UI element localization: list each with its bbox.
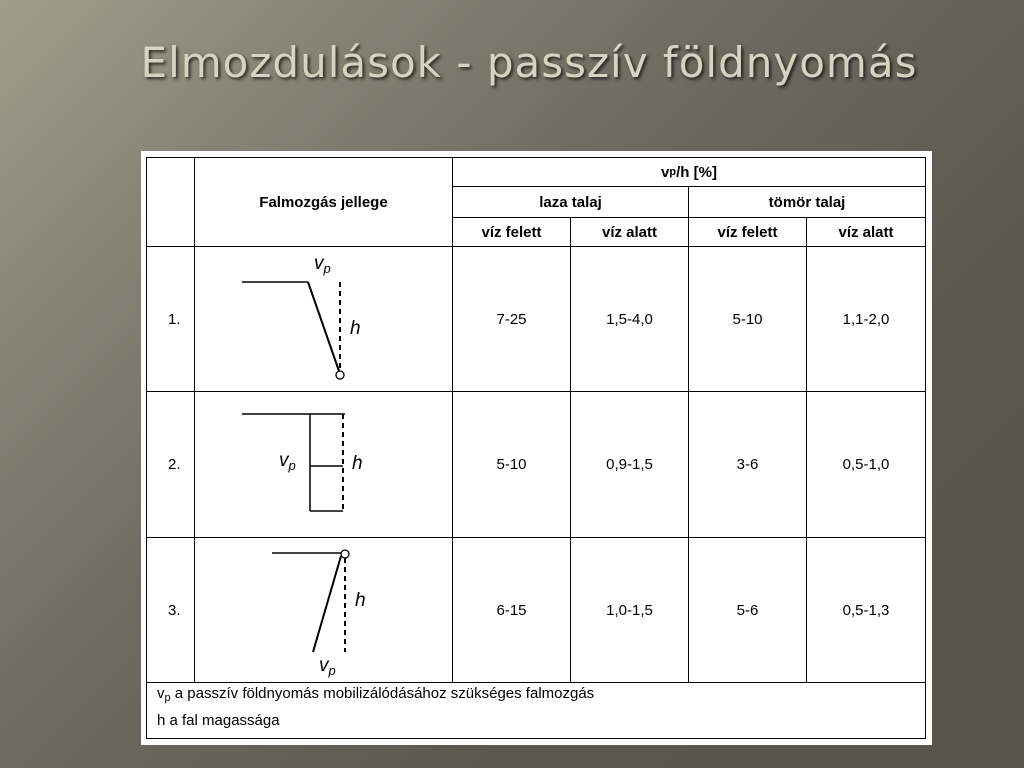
water-header-2: víz alatt [601, 223, 658, 241]
note-vp-text: a passzív földnyomás mobilizálódásához szükséges falmozgás [170, 685, 595, 702]
row-1-number: 1. [168, 310, 181, 328]
diagram1-h-label: h [350, 318, 361, 339]
group-header-rest: /h [%] [676, 163, 717, 181]
diagram3-h-label: h [355, 590, 366, 611]
table-border-bottom [146, 738, 926, 739]
diagram2-p-label: p [288, 458, 296, 473]
diagram2-h-label: h [352, 453, 363, 474]
table-border-right [925, 157, 926, 739]
diagram1-v-label: v [314, 253, 324, 274]
diagram2-v-label: v [279, 450, 289, 471]
row-2-number: 2. [168, 456, 181, 473]
diagram3-v-label: v [319, 655, 329, 676]
note-vp-symbol: v [157, 685, 165, 702]
row-1-laza-felett: 7-25 [496, 310, 527, 328]
row-2-laza-alatt: 0,9-1,5 [606, 456, 653, 473]
group-header [453, 158, 925, 186]
soil-header-tomor: tömör talaj [768, 193, 846, 211]
svg-text:vp [314, 253, 331, 276]
svg-text:vp [279, 450, 296, 473]
note-vp-sub: p [164, 692, 171, 704]
diagram1-p-label: p [323, 261, 331, 276]
row-1-tomor-alatt: 1,1-2,0 [842, 310, 890, 328]
col-header-falmozgas: Falmozgás jellege [259, 193, 388, 211]
hline-row3 [146, 682, 926, 683]
table-panel [141, 151, 932, 745]
row-3-tomor-felett: 5-6 [736, 601, 759, 619]
water-header-1: víz felett [481, 223, 542, 241]
group-header-sub: p [669, 166, 677, 178]
row-2-laza-felett: 5-10 [496, 456, 527, 473]
soil-header-laza: laza talaj [539, 193, 602, 211]
note-vp [157, 685, 594, 704]
note-h: h a fal magassága [157, 712, 280, 729]
water-header-4: víz alatt [838, 223, 894, 241]
slide-title: Elmozdulások - passzív földnyomás [140, 38, 918, 87]
group-header-v: v [661, 163, 670, 181]
row-2-tomor-felett: 3-6 [736, 456, 759, 473]
row-1-tomor-felett: 5-10 [732, 310, 763, 328]
row-3-tomor-alatt: 0,5-1,3 [842, 601, 890, 619]
row-3-number: 3. [168, 601, 181, 619]
water-header-3: víz felett [717, 223, 778, 241]
row-2-tomor-alatt: 0,5-1,0 [842, 456, 890, 473]
wall-diagram-translation [195, 392, 452, 537]
diagram3-p-label: p [328, 663, 336, 678]
wall-diagram-rotation-foot [195, 247, 452, 391]
wall-diagram-rotation-top [195, 538, 452, 682]
row-3-laza-alatt: 1,0-1,5 [606, 601, 653, 619]
row-3-laza-felett: 6-15 [496, 601, 527, 619]
svg-text:vp [319, 655, 336, 678]
row-1-laza-alatt: 1,5-4,0 [606, 310, 653, 328]
